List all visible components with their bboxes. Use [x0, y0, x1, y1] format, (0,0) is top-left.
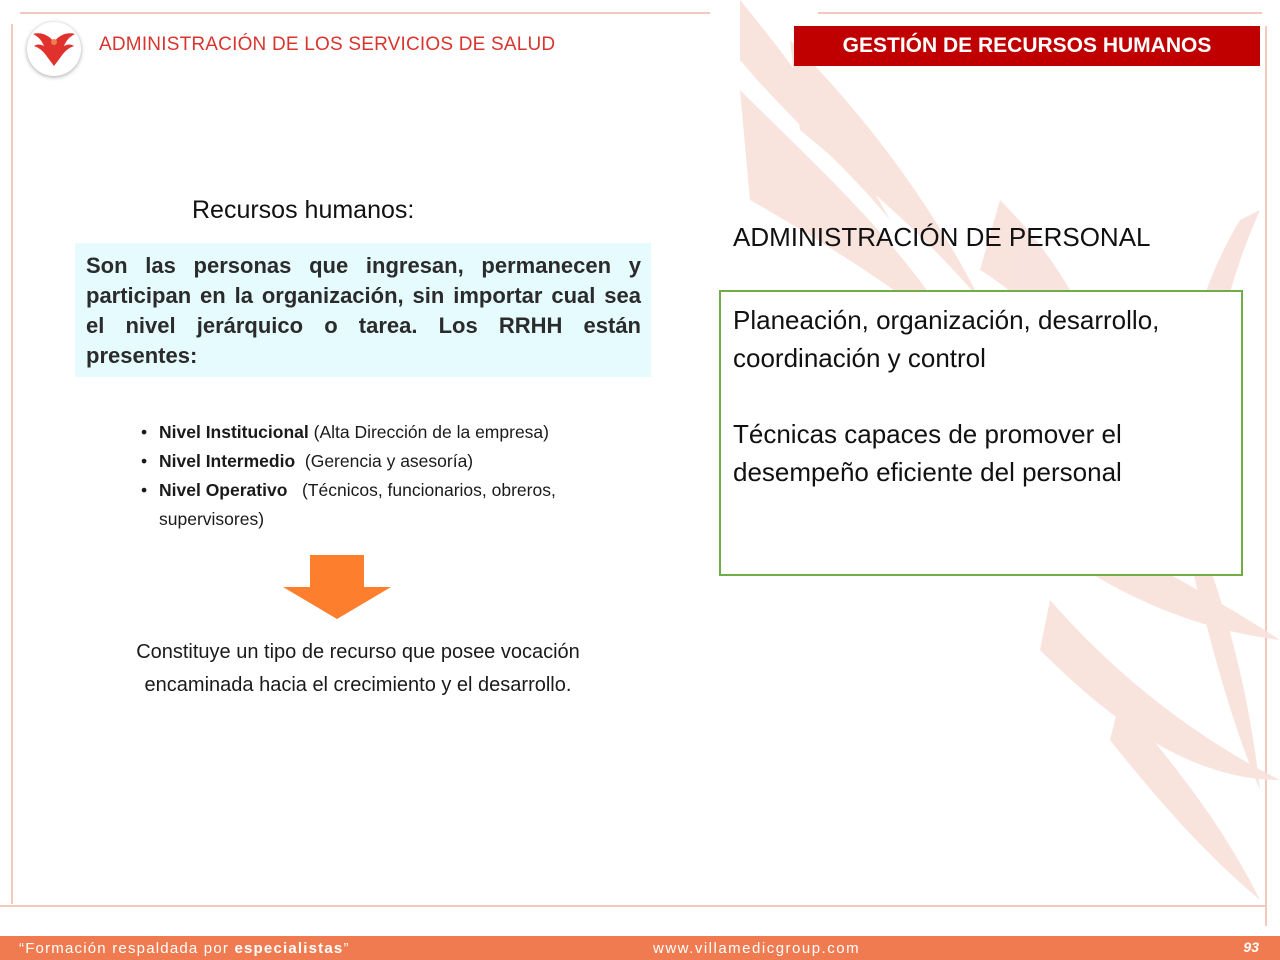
bullet-icon: •	[141, 451, 148, 471]
bullet-icon: •	[141, 422, 148, 442]
conclusion-line-1: Constituye un tipo de recurso que posee vocación	[136, 641, 580, 663]
logo	[27, 22, 81, 76]
level-institucional	[140, 418, 630, 447]
slogan-prefix: “Formación respaldada por	[19, 940, 235, 957]
conclusion-text	[100, 636, 616, 702]
page-number: 93	[1243, 939, 1259, 955]
administracion-personal-heading: ADMINISTRACIÓN DE PERSONAL	[733, 222, 1151, 252]
frame-top-line	[20, 12, 710, 14]
level-detail: (Técnicos, funcionarios, obreros, supervisores)	[159, 480, 561, 529]
paragraph-spacer	[733, 377, 1229, 415]
level-detail: (Alta Dirección de la empresa)	[308, 422, 549, 442]
bullet-icon: •	[141, 480, 148, 500]
level-operativo	[140, 476, 630, 534]
section-banner: GESTIÓN DE RECURSOS HUMANOS	[794, 26, 1260, 66]
frame-left-line	[11, 24, 13, 904]
level-name: Nivel Operativo	[159, 480, 288, 500]
level-name: Nivel Intermedio	[159, 451, 296, 471]
slogan-suffix: ”	[343, 940, 350, 957]
conclusion-line-2: encaminada hacia el crecimiento y el desarrollo.	[144, 674, 572, 696]
recursos-humanos-heading: Recursos humanos:	[192, 196, 415, 224]
phoenix-logo-icon	[32, 30, 76, 68]
admin-paragraph-2: Técnicas capaces de promover el desempeño eficiente del personal	[733, 419, 1122, 487]
administracion-personal-box	[719, 290, 1243, 576]
definition-text: Son las personas que ingresan, permanecen y participan en la organización, sin importar cual sea el nivel jerárquico o tarea. Los RRHH están presentes:	[86, 253, 641, 368]
definition-box	[75, 243, 651, 377]
slogan-bold: especialistas	[234, 940, 344, 957]
level-intermedio	[140, 447, 630, 476]
footer-slogan	[19, 940, 350, 957]
levels-list	[140, 418, 630, 534]
level-name: Nivel Institucional	[159, 422, 309, 442]
course-title: ADMINISTRACIÓN DE LOS SERVICIOS DE SALUD	[99, 34, 556, 55]
arrow-down-icon	[283, 555, 391, 619]
level-detail: (Gerencia y asesoría)	[295, 451, 474, 471]
footer-website-link[interactable]: www.villamedicgroup.com	[653, 940, 861, 957]
footer-bar	[0, 936, 1280, 960]
admin-paragraph-1: Planeación, organización, desarrollo, coordinación y control	[733, 305, 1160, 373]
